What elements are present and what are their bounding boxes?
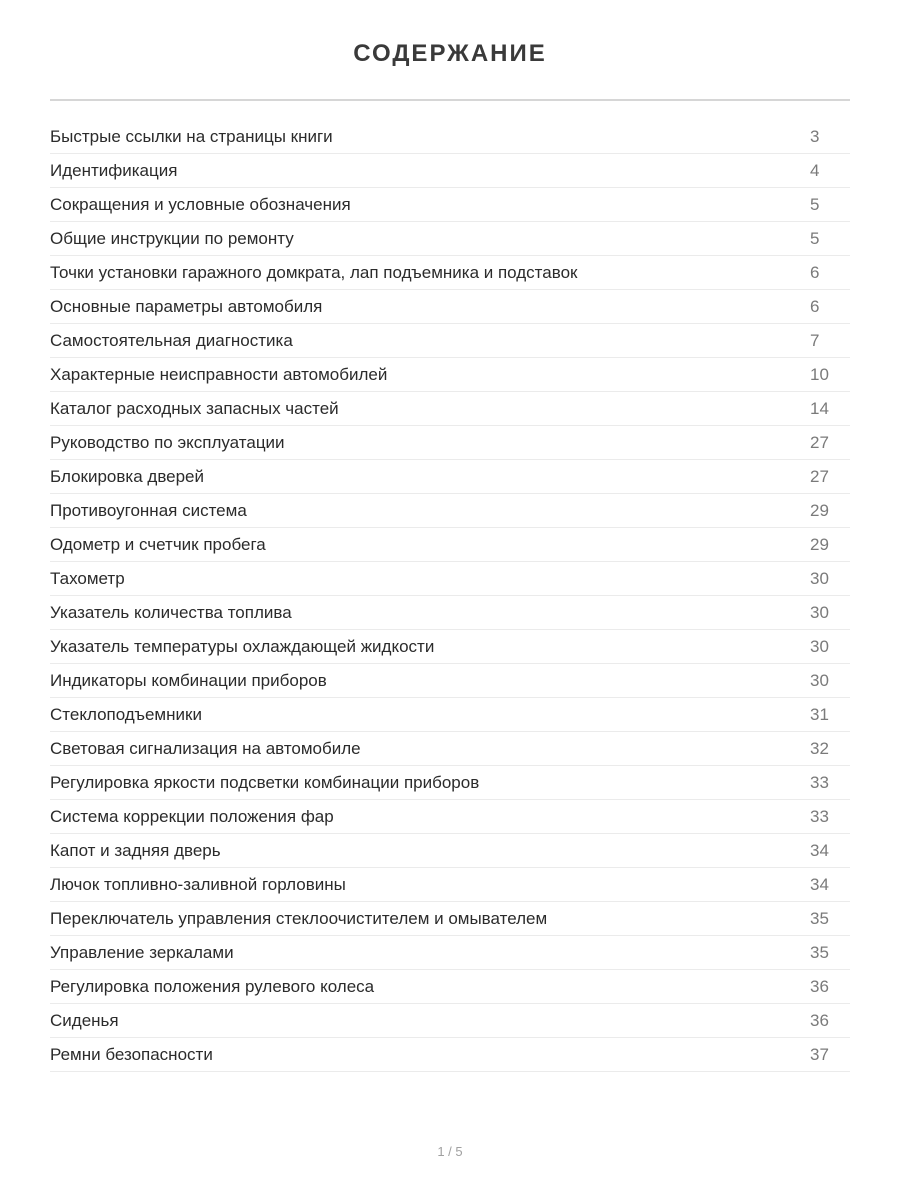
toc-entry-label[interactable]: Стеклоподъемники: [50, 705, 202, 724]
toc-entry-label[interactable]: Быстрые ссылки на страницы книги: [50, 127, 333, 146]
title-divider: [50, 99, 850, 101]
toc-entry-page-number: 4: [810, 161, 820, 180]
toc-entry[interactable]: [50, 290, 850, 324]
toc-entry-label[interactable]: Блокировка дверей: [50, 467, 205, 486]
toc-entry-label[interactable]: Основные параметры автомобиля: [50, 297, 323, 316]
toc-entry-page-number: 31: [810, 705, 829, 724]
toc-entry-page-number: 33: [810, 807, 829, 826]
toc-entry-page-number: 30: [810, 671, 829, 690]
toc-entry[interactable]: [50, 664, 850, 698]
toc-entry[interactable]: [50, 154, 850, 188]
toc-entry[interactable]: [50, 800, 850, 834]
toc-entry-page-number: 29: [810, 501, 829, 520]
toc-entry-page-number: 3: [810, 127, 820, 146]
toc-entry-label[interactable]: Каталог расходных запасных частей: [50, 399, 339, 418]
toc-entry[interactable]: [50, 460, 850, 494]
toc-entry-page-number: 14: [810, 399, 829, 418]
toc-entry-label[interactable]: Сиденья: [50, 1011, 119, 1030]
toc-entry-label[interactable]: Идентификация: [50, 161, 178, 180]
toc-entry-label[interactable]: Переключатель управления стеклоочистителем и омывателем: [50, 909, 548, 928]
toc-entry-page-number: 27: [810, 433, 829, 452]
toc-entry-page-number: 5: [810, 195, 820, 214]
toc-entry[interactable]: [50, 120, 850, 154]
toc-entry[interactable]: [50, 222, 850, 256]
toc-entry-label[interactable]: Общие инструкции по ремонту: [50, 229, 294, 248]
toc-entry[interactable]: [50, 426, 850, 460]
toc-entry-label[interactable]: Управление зеркалами: [50, 943, 234, 962]
toc-entry-label[interactable]: Регулировка яркости подсветки комбинации приборов: [50, 773, 480, 792]
table-of-contents: [50, 120, 850, 1072]
toc-entry-page-number: 29: [810, 535, 829, 554]
toc-entry-label[interactable]: Световая сигнализация на автомобиле: [50, 739, 361, 758]
toc-entry-page-number: 34: [810, 841, 829, 860]
toc-entry-label[interactable]: Лючок топливно-заливной горловины: [50, 875, 346, 894]
toc-entry-page-number: 6: [810, 263, 820, 282]
toc-entry[interactable]: [50, 868, 850, 902]
toc-entry-label[interactable]: Самостоятельная диагностика: [50, 331, 293, 350]
toc-entry-page-number: 35: [810, 943, 829, 962]
toc-entry[interactable]: [50, 256, 850, 290]
toc-entry[interactable]: [50, 766, 850, 800]
toc-entry[interactable]: [50, 596, 850, 630]
toc-entry-page-number: 5: [810, 229, 820, 248]
toc-entry[interactable]: [50, 188, 850, 222]
toc-entry-label[interactable]: Ремни безопасности: [50, 1045, 213, 1064]
toc-entry[interactable]: [50, 732, 850, 766]
toc-entry[interactable]: [50, 1038, 850, 1072]
toc-entry-label[interactable]: Противоугонная система: [50, 501, 247, 520]
toc-entry[interactable]: [50, 902, 850, 936]
toc-entry-label[interactable]: Сокращения и условные обозначения: [50, 195, 351, 214]
toc-entry-label[interactable]: Руководство по эксплуатации: [50, 433, 285, 452]
toc-entry-page-number: 10: [810, 365, 829, 384]
toc-entry[interactable]: [50, 358, 850, 392]
toc-entry-page-number: 32: [810, 739, 829, 758]
toc-entry[interactable]: [50, 528, 850, 562]
toc-entry-page-number: 7: [810, 331, 820, 350]
toc-entry[interactable]: [50, 630, 850, 664]
toc-entry-page-number: 6: [810, 297, 820, 316]
toc-entry-page-number: 30: [810, 637, 829, 656]
toc-entry[interactable]: [50, 392, 850, 426]
toc-entry[interactable]: [50, 698, 850, 732]
toc-entry-label[interactable]: Точки установки гаражного домкрата, лап подъемника и подставок: [50, 263, 578, 282]
toc-entry[interactable]: [50, 936, 850, 970]
toc-entry-label[interactable]: Система коррекции положения фар: [50, 807, 334, 826]
toc-entry-label[interactable]: Характерные неисправности автомобилей: [50, 365, 388, 384]
toc-entry[interactable]: [50, 834, 850, 868]
toc-entry-label[interactable]: Капот и задняя дверь: [50, 841, 221, 860]
toc-entry-label[interactable]: Указатель температуры охлаждающей жидкости: [50, 637, 435, 656]
toc-entry-page-number: 30: [810, 603, 829, 622]
page-counter: 1 / 5: [437, 1144, 463, 1159]
toc-entry-page-number: 35: [810, 909, 829, 928]
page-title: СОДЕРЖАНИЕ: [353, 40, 547, 67]
toc-entry-page-number: 27: [810, 467, 829, 486]
toc-entry[interactable]: [50, 494, 850, 528]
toc-entry-page-number: 37: [810, 1045, 829, 1064]
toc-entry[interactable]: [50, 1004, 850, 1038]
toc-entry-label[interactable]: Индикаторы комбинации приборов: [50, 671, 327, 690]
toc-entry-label[interactable]: Указатель количества топлива: [50, 603, 292, 622]
toc-entry-page-number: 36: [810, 977, 829, 996]
toc-entry-page-number: 36: [810, 1011, 829, 1030]
toc-entry-label[interactable]: Одометр и счетчик пробега: [50, 535, 266, 554]
toc-entry-label[interactable]: Регулировка положения рулевого колеса: [50, 977, 375, 996]
toc-entry[interactable]: [50, 970, 850, 1004]
toc-entry-page-number: 33: [810, 773, 829, 792]
toc-entry[interactable]: [50, 324, 850, 358]
toc-entry-page-number: 34: [810, 875, 829, 894]
toc-entry[interactable]: [50, 562, 850, 596]
toc-entry-label[interactable]: Тахометр: [50, 569, 125, 588]
toc-entry-page-number: 30: [810, 569, 829, 588]
